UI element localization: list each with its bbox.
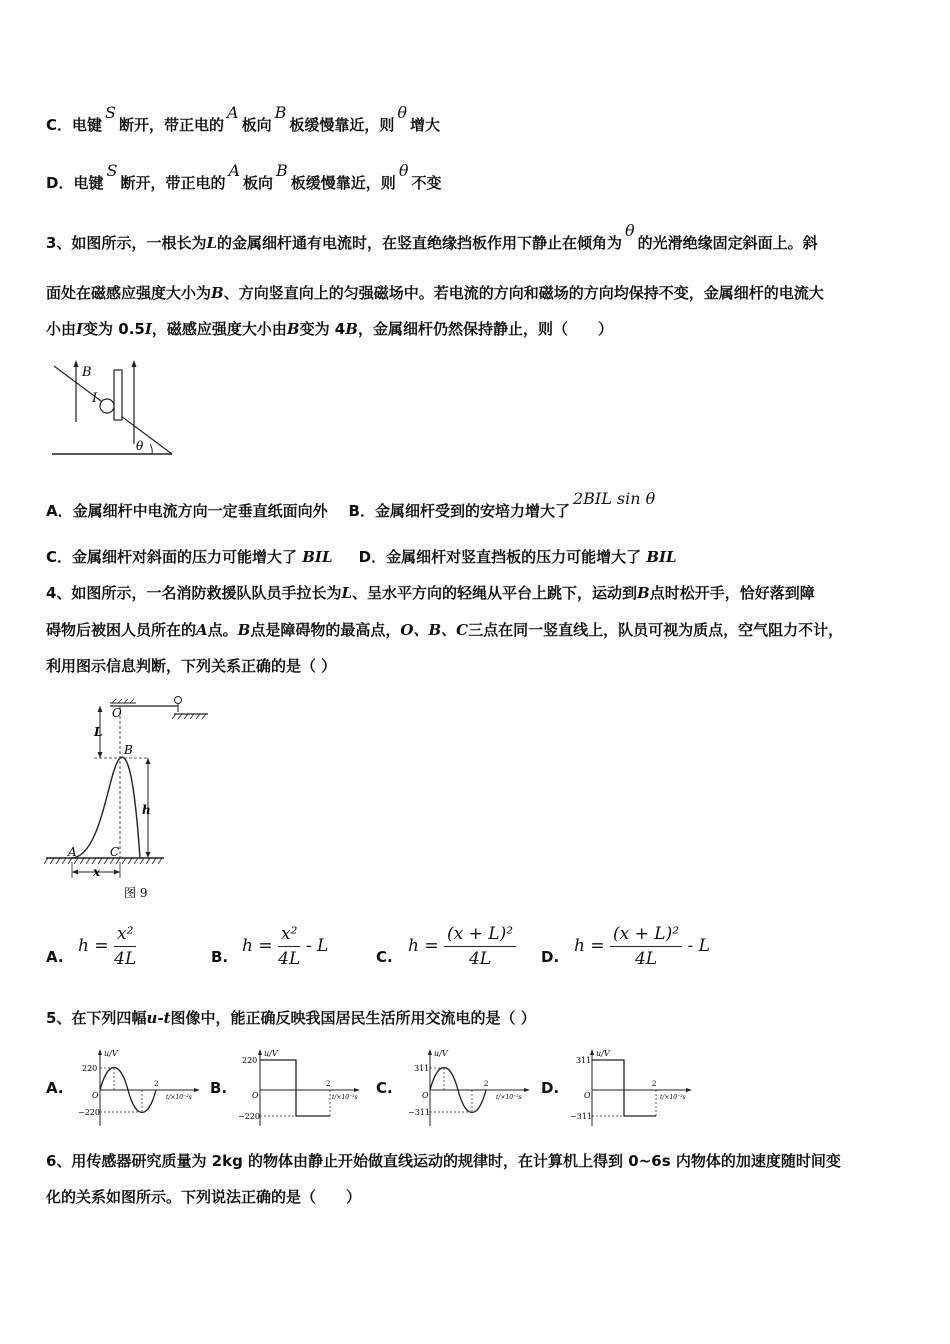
svg-text:220: 220 [82,1064,98,1073]
q3-stem-line-2: 面处在磁感应强度大小为B、方向竖直向上的匀强磁场中。若电流的方向和磁场的方向均保持不变，金属细杆的电流大 [46,284,824,302]
ground-hatch [44,858,162,864]
svg-text:t/×10⁻²s: t/×10⁻²s [332,1094,358,1101]
q3-stem-line-1: 3、如图所示，一根长为L的金属细杆通有电流时，在竖直绝缘挡板作用下静止在倾角为θ的光滑绝缘固定斜面上。斜 [46,221,818,252]
svg-text:u/V: u/V [104,1049,118,1058]
q4-stem-line-1: 4、如图所示，一名消防救援队队员手拉长为L、呈水平方向的轻绳从平台上跳下，运动到B点时松开手，恰好落到障 [46,584,815,602]
label-I: I [92,391,98,406]
dim-L-arrow-bottom [98,752,103,758]
label-x: x [93,865,101,879]
field-arrow-left [74,360,79,367]
q4-option-c-label: C. [376,948,393,966]
svg-text:t/×10⁻²s: t/×10⁻²s [166,1094,192,1101]
q3-stem-line-3: 小由I变为 0.5I，磁感应强度大小由B变为 4B，金属细杆仍然保持静止，则（ ） [46,320,613,338]
metal-rod-circle [100,399,114,413]
q4-option-a-formula: h = $\frac{\text{x²}}{4L}$ [78,924,137,969]
q2-option-d: D．电键S断开，带正电的A板向B板缓慢靠近，则θ不变 [46,161,442,192]
svg-text:O: O [252,1091,259,1100]
q4-option-d-label: D. [541,948,560,966]
obstacle-curve [72,757,140,858]
q5-graph-a [74,1046,204,1128]
label-C: C [110,845,120,859]
q5-option-c-label: C. [376,1079,393,1097]
label-B: B [82,365,92,380]
field-arrow-right [132,360,137,367]
svg-text:O: O [92,1091,99,1100]
angle-arc [150,444,152,454]
q5-graph-d [566,1046,696,1128]
svg-text:t/×10⁻²s: t/×10⁻²s [496,1094,522,1101]
q6-stem-line-1: 6、用传感器研究质量为 2kg 的物体由静止开始做直线运动的规律时，在计算机上得到 0~6s 内物体的加速度随时间变 [46,1152,841,1170]
q3-options-ab: A．金属细杆中电流方向一定垂直纸面向外 B．金属细杆受到的安培力增大了2BIL sin θ [46,489,656,520]
label-O: O [112,706,122,720]
dim-L-arrow-top [98,706,103,712]
svg-text:2: 2 [326,1080,331,1088]
svg-text:311: 311 [576,1056,592,1065]
q6-stem-line-2: 化的关系如图所示。下列说法正确的是（ ） [46,1188,362,1206]
q3-options-cd: C．金属细杆对斜面的压力可能增大了 BIL D．金属细杆对竖直挡板的压力可能增大了 BIL [46,548,677,566]
svg-text:2: 2 [484,1080,489,1088]
q5-stem: 5、在下列四幅u-t图像中，能正确反映我国居民生活所用交流电的是（ ） [46,1009,536,1027]
vertical-baffle [114,370,122,420]
svg-text:O: O [422,1091,429,1100]
q5-option-b-label: B. [210,1079,228,1097]
dim-h-arrow-bottom [146,852,151,858]
q4-option-c-formula: h = $\frac{\text{(x + L)²}}{4L}$ [408,924,516,969]
svg-text:−220: −220 [238,1112,260,1121]
q5-option-a-label: A. [46,1079,64,1097]
label-h: h [142,803,151,817]
rescuer-head [175,697,182,704]
platform-hatch [172,714,206,719]
q4-option-b-label: B. [211,948,229,966]
q4-option-b-formula: h = $\frac{\text{x²}}{4L}$ - L [242,924,329,969]
svg-text:−311: −311 [570,1112,592,1121]
q4-stem-line-3: 利用图示信息判断，下列关系正确的是（ ） [46,657,337,675]
label-A: A [68,845,77,859]
q5-graph-c [404,1046,534,1128]
q5-graph-b [234,1046,364,1128]
label-L: L [94,725,103,739]
svg-text:220: 220 [242,1056,258,1065]
svg-text:O: O [584,1091,591,1100]
svg-text:u/V: u/V [264,1049,278,1058]
svg-text:2: 2 [652,1080,657,1088]
label-B: B [124,743,133,757]
figure-caption: 图 9 [124,886,148,900]
q5-option-d-label: D. [541,1079,560,1097]
svg-text:t/×10⁻²s: t/×10⁻²s [660,1094,686,1101]
q2-option-c: C．电键S断开，带正电的A板向B板缓慢靠近，则θ增大 [46,103,441,134]
svg-text:u/V: u/V [434,1049,448,1058]
q4-rescue-figure [44,690,214,908]
svg-text:311: 311 [414,1064,430,1073]
q4-option-a-label: A. [46,948,64,966]
q4-stem-line-2: 碍物后被困人员所在的A点。B点是障碍物的最高点，O、B、C三点在同一竖直线上，队员可视为质点，空气阻力不计， [46,621,844,639]
dim-x-arrow-left [72,870,78,875]
q3-incline-figure [48,356,178,460]
label-theta: θ [136,439,144,453]
svg-text:−220: −220 [78,1108,100,1117]
dim-x-arrow-right [114,870,120,875]
q4-option-d-formula: h = $\frac{\text{(x + L)²}}{4L}$ - L [574,924,710,969]
svg-text:u/V: u/V [596,1049,610,1058]
top-hatch [112,699,134,703]
svg-text:−311: −311 [408,1108,430,1117]
dim-h-arrow-top [146,758,151,764]
square-wave [260,1060,330,1116]
svg-text:2: 2 [154,1080,159,1088]
